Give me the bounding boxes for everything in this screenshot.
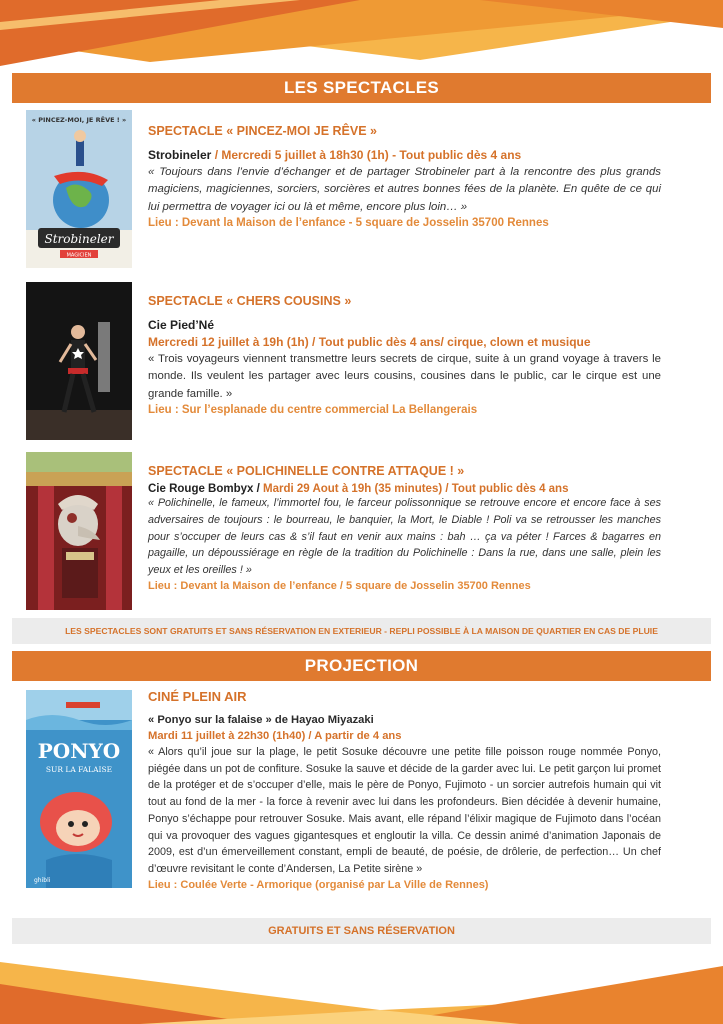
photo-chers-cousins <box>26 282 132 440</box>
show-title: SPECTACLE « CHERS COUSINS » <box>148 294 352 308</box>
show-description: « Polichinelle, le fameux, l’immortel fou, le farceur polissonnique se retrouve encore et encore face à ses adversaires de toujours : le bourreau, le banquier, la Mort, le Diable ! Poli va se retrousser les manches pour s’occuper de leurs cas & s’il faut en venir aux mains : bah … ça va péter ! Farces & bagarres en pagaille, un dépoussiérage en règle de la tradition du Polichinelle : Dans la rue, dans une salle, plein les yeux et les oreilles ! » <box>148 497 661 577</box>
show-venue: Lieu : Devant la Maison de l’enfance / 5 square de Josselin 35700 Rennes <box>148 579 531 592</box>
film-author: de Hayao Miyazaki <box>271 714 374 726</box>
show-schedule: Mercredi 12 juillet à 19h (1h) / Tout public dès 4 ans/ cirque, clown et musique <box>148 335 591 349</box>
film-venue: Lieu : Coulée Verte - Armorique (organisé par La Ville de Rennes) <box>148 878 489 891</box>
photo-polichinelle <box>26 452 132 610</box>
poster-title-text: PONYO <box>37 739 121 763</box>
show-description: « Toujours dans l’envie d’échanger et de partager Strobineler part à la rencontre des plus grands magiciens, magiciennes, sorciers, sorcières et autres bonnes fées de la planète. En quête de ce qui lui permettra de voyager ici ou là et même, encore plus loin… » <box>148 166 661 213</box>
show-pincez-moi <box>148 124 661 229</box>
section-header-spectacles: LES SPECTACLES <box>12 73 711 103</box>
photo-chers-cousins-illustration <box>26 282 132 440</box>
show-company: Cie Pied’Né <box>148 318 215 332</box>
photo-polichinelle-illustration <box>26 452 132 610</box>
poster-strobineler <box>26 110 132 268</box>
show-company: Strobineler <box>148 148 212 162</box>
poster-strobineler-illustration <box>26 110 132 268</box>
poster-brand-text: ghibli <box>34 877 51 884</box>
poster-sub-text: MAGICIEN <box>66 252 92 259</box>
projection-cine-plein-air <box>148 689 661 891</box>
poster-top-text: « PINCEZ-MOI, JE RÊVE ! » <box>31 116 127 124</box>
notice-projection: GRATUITS ET SANS RÉSERVATION <box>12 918 711 944</box>
show-title: SPECTACLE « PINCEZ-MOI JE RÊVE » <box>148 124 377 138</box>
show-schedule: Mardi 29 Aout à 19h (35 minutes) / Tout public dès 4 ans <box>263 483 569 495</box>
notice-spectacles: LES SPECTACLES SONT GRATUITS ET SANS RÉSERVATION EN EXTERIEUR - REPLI POSSIBLE À LA MAISON DE QUARTIER EN CAS DE PLUIE <box>12 618 711 644</box>
show-description: « Trois voyageurs viennent transmettre leurs secrets de cirque, suite à un grand voyage à travers le monde. Ils veulent les partager avec leurs cousins, cousines dans le public, car le cirque est une grande famille. » <box>148 353 661 400</box>
show-schedule: / Mercredi 5 juillet à 18h30 (1h) - Tout public dès 4 ans <box>211 148 522 162</box>
section-header-projection: PROJECTION <box>12 651 711 681</box>
poster-ponyo <box>26 690 132 888</box>
show-title: SPECTACLE « POLICHINELLE CONTRE ATTAQUE ! » <box>148 464 465 478</box>
poster-sub-text: SUR LA FALAISE <box>45 765 113 774</box>
show-venue: Lieu : Sur l’esplanade du centre commercial La Bellangerais <box>148 404 478 417</box>
show-chers-cousins <box>148 294 661 416</box>
bottom-decoration <box>0 954 723 1024</box>
show-company: Cie Rouge Bombyx / <box>148 483 264 495</box>
projection-title: CINÉ PLEIN AIR <box>148 689 247 704</box>
film-schedule: Mardi 11 juillet à 22h30 (1h40) / A partir de 4 ans <box>148 730 402 742</box>
poster-name-text: Strobineler <box>44 232 114 246</box>
poster-ponyo-illustration <box>26 690 132 888</box>
show-polichinelle <box>148 464 661 592</box>
show-venue: Lieu : Devant la Maison de l’enfance - 5 square de Josselin 35700 Rennes <box>148 217 549 230</box>
film-title: « Ponyo sur la falaise » <box>148 714 272 726</box>
film-description: « Alors qu’il joue sur la plage, le petit Sosuke découvre une petite fille poisson rouge nommée Ponyo, piégée dans un pot de confiture. Sosuke la sauve et décide de la garder avec lui. Le petit garçon lui promet de la protéger et de s’occuper d’elle, mais le père de Ponyo, Fujimoto - un sorcier autrefois humain qui vit tout au fond de la mer - la force à revenir avec lui dans les profondeurs. Bien décidée à devenir humaine, Ponyo s’échappe pour retrouver Sosuke. Mais avant, elle répand l’élixir magique de Fujimoto dans l’océan qui va provoquer des vagues gigantesques et engloutir la villa. Ce dessin animé d’animation Japonais de 2009, est d’un émerveillement constant, empli de beauté, de poésie, de drôlerie, de perfection… Un chef d’œuvre revisitant le conte d’Andersen, La Petite sirène » <box>148 746 661 875</box>
top-decoration <box>0 0 723 70</box>
